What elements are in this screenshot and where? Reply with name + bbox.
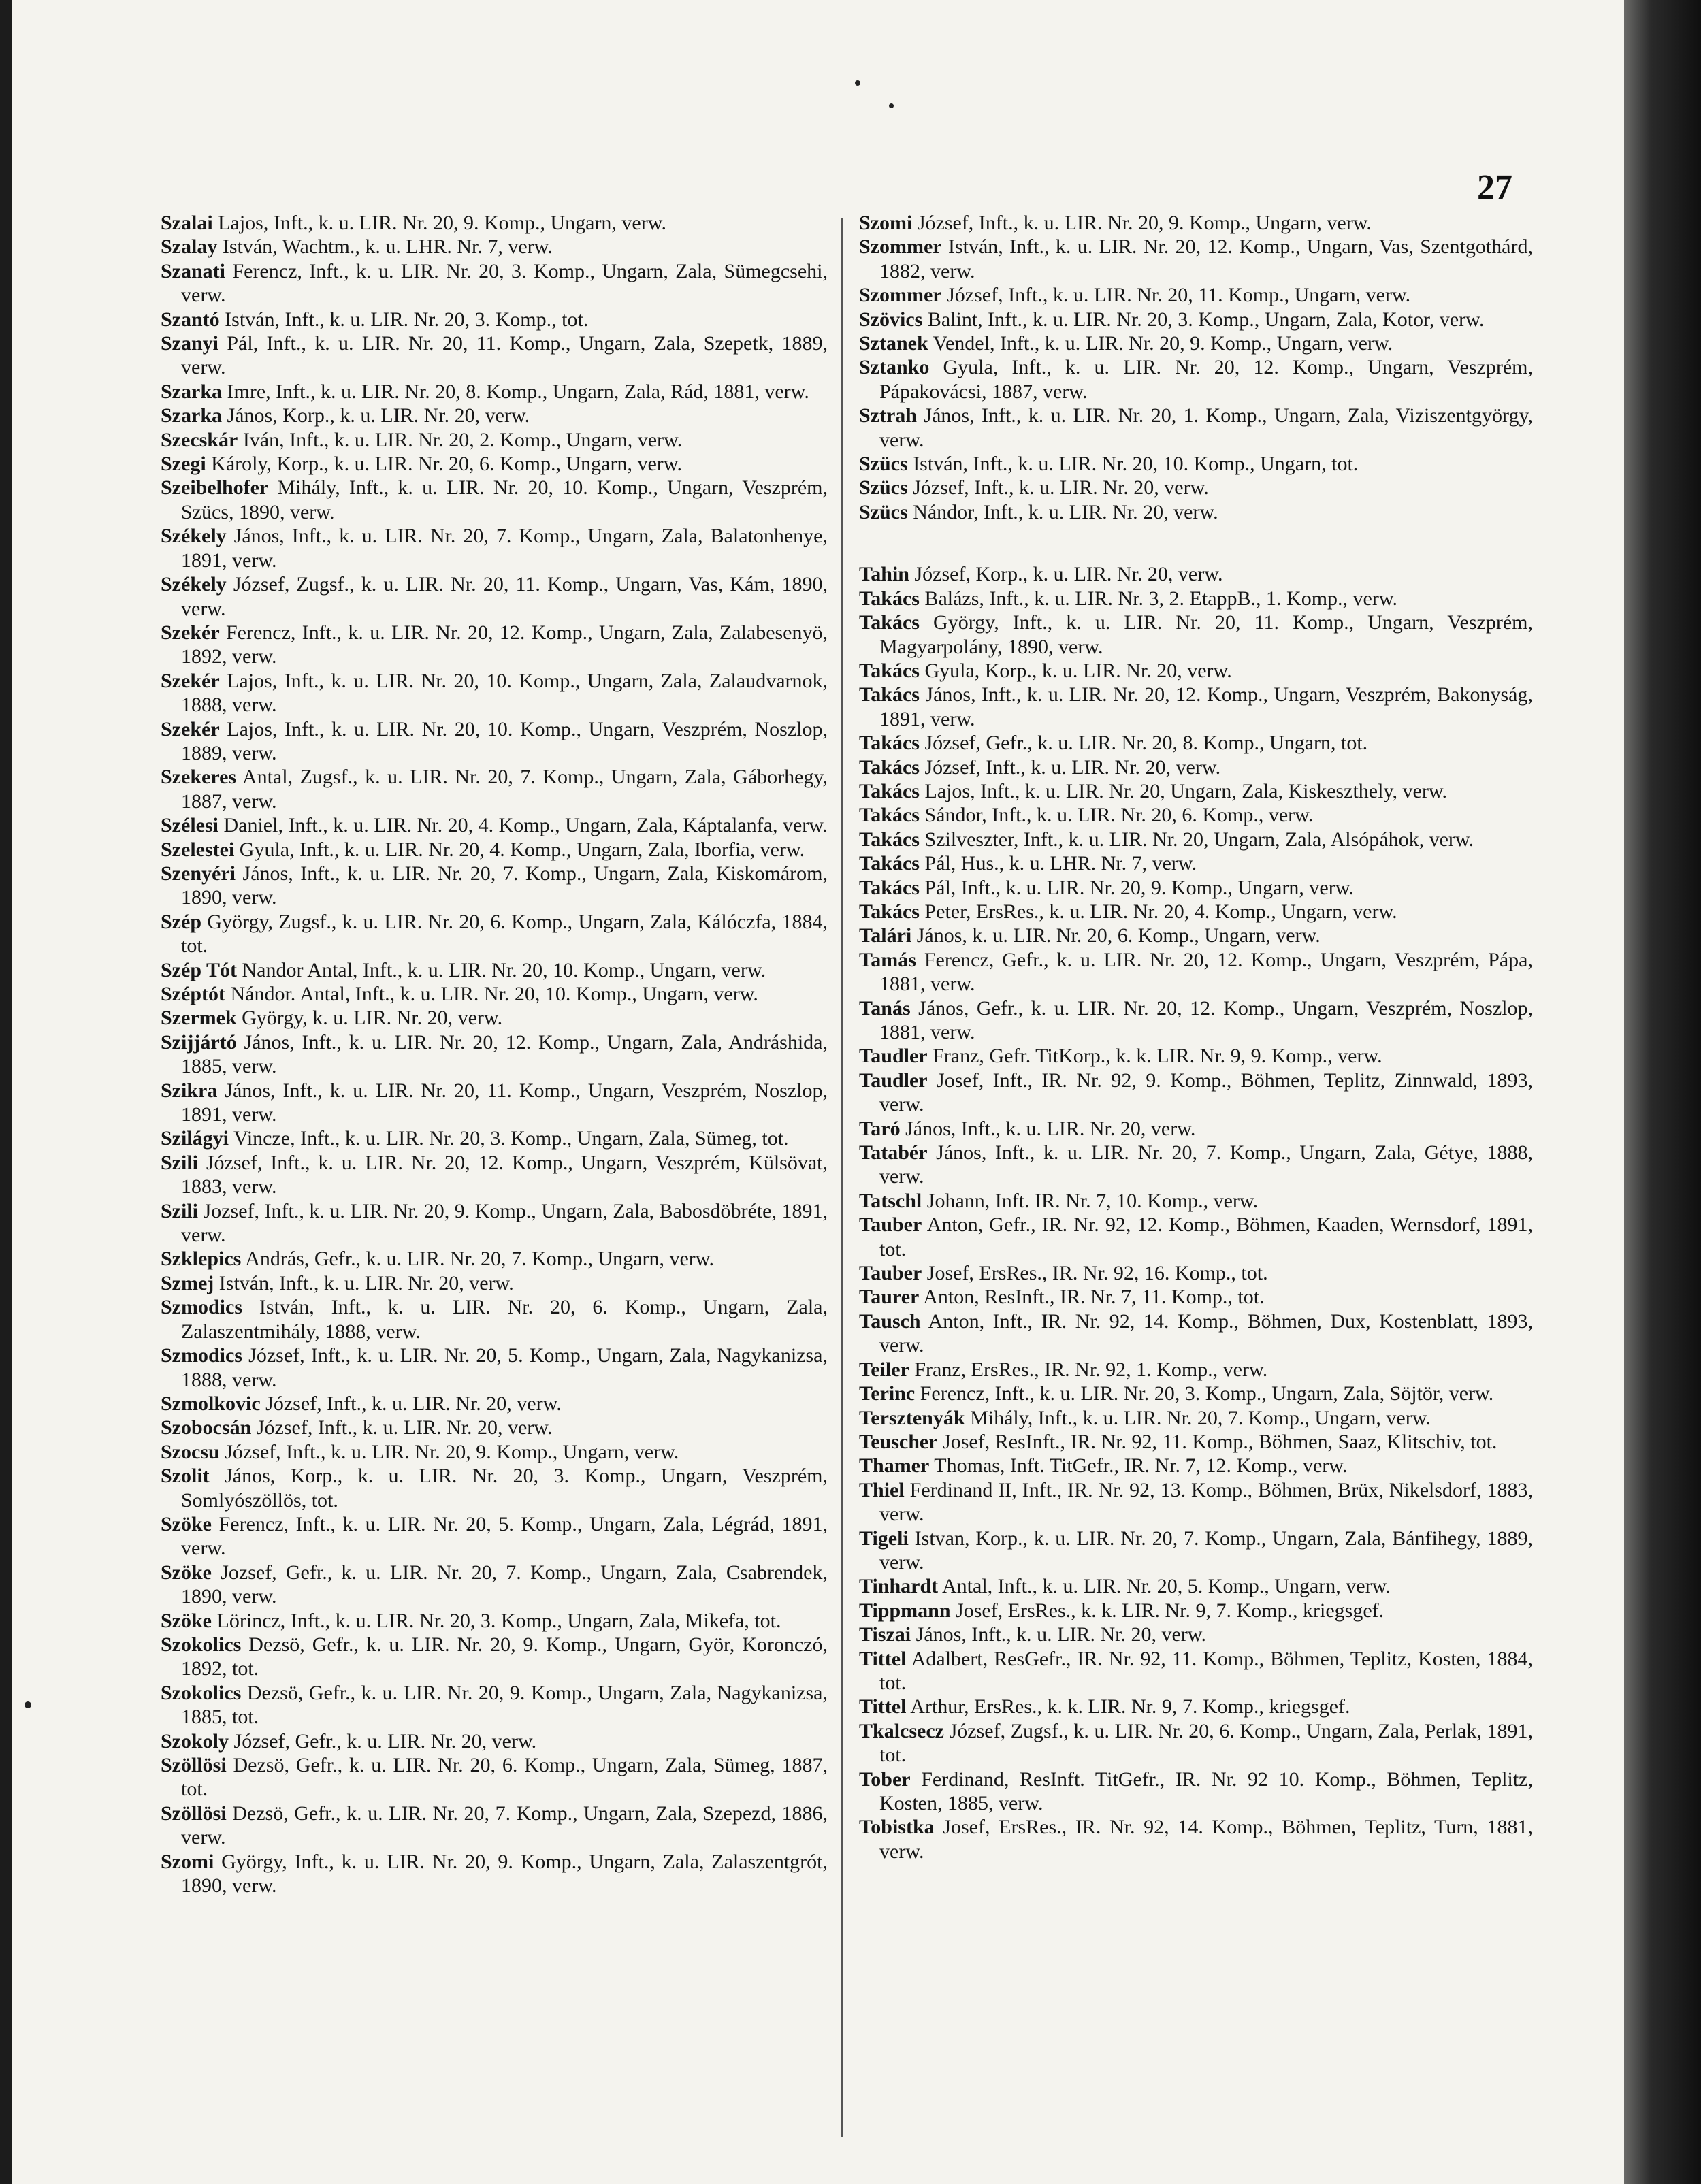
entry-details: György, Inft., k. u. LIR. Nr. 20, 11. Komp., Ungarn, Veszprém, Magyarpolány, 1890, verw.	[879, 611, 1533, 658]
register-entry	[859, 308, 1533, 331]
register-entry	[859, 1647, 1533, 1695]
entry-surname: Szücs	[859, 453, 908, 476]
entry-details: János, Korp., k. u. LIR. Nr. 20, verw.	[222, 404, 530, 427]
entry-details: József, Zugsf., k. u. LIR. Nr. 20, 6. Komp., Ungarn, Zala, Perlak, 1891, tot.	[879, 1719, 1533, 1767]
entry-surname: Taró	[859, 1117, 901, 1140]
entry-details: Franz, Gefr. TitKorp., k. k. LIR. Nr. 9, 9. Komp., verw.	[927, 1045, 1382, 1068]
entry-details: József, Gefr., k. u. LIR. Nr. 20, 8. Komp., Ungarn, tot.	[919, 732, 1368, 755]
register-entry	[161, 1271, 828, 1295]
entry-surname: Thiel	[859, 1478, 905, 1501]
entry-surname: Szijjártó	[161, 1030, 237, 1054]
entry-details: György, k. u. LIR. Nr. 20, verw.	[236, 1007, 503, 1030]
register-entry	[161, 621, 828, 669]
entry-details: Károly, Korp., k. u. LIR. Nr. 20, 6. Komp., Ungarn, verw.	[206, 453, 682, 476]
entry-surname: Szmodics	[161, 1296, 242, 1319]
entry-surname: Szili	[161, 1199, 199, 1222]
register-entry	[161, 910, 828, 958]
entry-details: Gyula, Inft., k. u. LIR. Nr. 20, 4. Komp., Ungarn, Zala, Iborfia, verw.	[234, 838, 805, 861]
register-entry	[161, 211, 828, 235]
entry-surname: Szegi	[161, 453, 206, 476]
register-entry	[859, 1189, 1533, 1213]
entry-surname: Taudler	[859, 1045, 928, 1068]
entry-surname: Tiszai	[859, 1623, 911, 1646]
register-entry	[859, 1285, 1533, 1309]
entry-details: Vendel, Inft., k. u. LIR. Nr. 20, 9. Komp., Ungarn, verw.	[928, 332, 1393, 355]
entry-surname: Szélesi	[161, 814, 218, 837]
entry-surname: Tinhardt	[859, 1575, 939, 1598]
register-entry	[859, 683, 1533, 731]
entry-details: Anton, Inft., IR. Nr. 92, 14. Komp., Böhmen, Dux, Kostenblatt, 1893, verw.	[879, 1309, 1533, 1357]
register-entry	[161, 1199, 828, 1248]
register-entry	[859, 587, 1533, 610]
entry-details: János, Inft., k. u. LIR. Nr. 20, 11. Komp., Ungarn, Veszprém, Noszlop, 1891, verw.	[181, 1079, 828, 1126]
register-entry	[161, 1512, 828, 1561]
entry-surname: Szücs	[859, 476, 908, 500]
register-entry	[161, 452, 828, 476]
entry-details: Josef, ErsRes., IR. Nr. 92, 16. Komp., tot.	[922, 1262, 1268, 1285]
register-entry	[859, 1767, 1533, 1816]
entry-surname: Takács	[859, 900, 920, 923]
entry-details: Lajos, Inft., k. u. LIR. Nr. 20, Ungarn, Zala, Kiskeszthely, verw.	[919, 779, 1448, 802]
entry-details: Szilveszter, Inft., k. u. LIR. Nr. 20, Ungarn, Zala, Alsópáhok, verw.	[919, 828, 1474, 851]
entry-details: Nándor. Antal, Inft., k. u. LIR. Nr. 20, 10. Komp., Ungarn, verw.	[225, 983, 758, 1005]
entry-details: Adalbert, ResGefr., IR. Nr. 92, 11. Komp., Böhmen, Teplitz, Kosten, 1884, tot.	[879, 1647, 1533, 1694]
entry-surname: Szöke	[161, 1512, 212, 1535]
entry-surname: Takács	[859, 828, 920, 851]
register-entry	[859, 1358, 1533, 1382]
entry-surname: Tittel	[859, 1647, 907, 1670]
entry-details: Josef, Inft., IR. Nr. 92, 9. Komp., Böhmen, Teplitz, Zinnwald, 1893, verw.	[879, 1069, 1533, 1116]
register-entry	[859, 1815, 1533, 1863]
register-entry	[161, 572, 828, 621]
entry-details: Peter, ErsRes., k. u. LIR. Nr. 20, 4. Komp., Ungarn, verw.	[919, 900, 1397, 923]
entry-details: Jozsef, Inft., k. u. LIR. Nr. 20, 9. Komp., Ungarn, Zala, Babosdöbréte, 1891, verw.	[181, 1199, 828, 1247]
entry-details: Ferdinand, ResInft. TitGefr., IR. Nr. 92 10. Komp., Böhmen, Teplitz, Kosten, 1885, verw.	[879, 1767, 1533, 1814]
register-entry	[859, 779, 1533, 803]
register-entry	[859, 1430, 1533, 1454]
entry-details: János, Inft., k. u. LIR. Nr. 20, 12. Komp., Ungarn, Zala, Andráshida, 1885, verw.	[181, 1030, 828, 1078]
register-entry	[161, 1729, 828, 1753]
entry-surname: Székely	[161, 573, 227, 596]
entry-details: Dezsö, Gefr., k. u. LIR. Nr. 20, 9. Komp., Ungarn, Zala, Nagykanizsa, 1885, tot.	[181, 1681, 828, 1729]
entry-surname: Szecskár	[161, 428, 238, 451]
entry-surname: Takács	[859, 804, 920, 827]
register-entry	[859, 1382, 1533, 1405]
entry-details: János, Inft., k. u. LIR. Nr. 20, 12. Komp., Ungarn, Veszprém, Bakonyság, 1891, verw.	[879, 683, 1533, 730]
register-entry	[161, 1561, 828, 1609]
entry-details: Ferencz, Inft., k. u. LIR. Nr. 20, 3. Komp., Ungarn, Zala, Söjtör, verw.	[915, 1382, 1494, 1405]
print-speck	[855, 80, 860, 86]
entry-surname: Takács	[859, 659, 920, 682]
register-entry	[859, 1454, 1533, 1478]
entry-details: József, Gefr., k. u. LIR. Nr. 20, verw.	[229, 1729, 537, 1753]
entry-surname: Takács	[859, 683, 920, 706]
entry-surname: Szekeres	[161, 766, 237, 789]
register-entry	[859, 851, 1533, 875]
entry-surname: Székely	[161, 525, 227, 548]
entry-details: Iván, Inft., k. u. LIR. Nr. 20, 2. Komp., Ungarn, verw.	[238, 428, 683, 451]
register-entry	[161, 1295, 828, 1343]
print-speck	[889, 103, 894, 108]
register-entry	[859, 476, 1533, 500]
entry-surname: Tittel	[859, 1695, 907, 1718]
entry-surname: Takács	[859, 732, 920, 755]
register-entry	[859, 1069, 1533, 1117]
entry-surname: Takács	[859, 779, 920, 802]
entry-details: Lajos, Inft., k. u. LIR. Nr. 20, 10. Komp., Ungarn, Zala, Zalaudvarnok, 1888, verw.	[181, 669, 828, 717]
register-entry	[161, 1753, 828, 1802]
entry-details: Johann, Inft. IR. Nr. 7, 10. Komp., verw.	[922, 1189, 1259, 1212]
register-entry	[161, 404, 828, 427]
entry-details: Jozsef, Gefr., k. u. LIR. Nr. 20, 7. Komp., Ungarn, Zala, Csabrendek, 1890, verw.	[181, 1561, 828, 1608]
entry-surname: Tatabér	[859, 1141, 928, 1164]
register-entry	[859, 1478, 1533, 1527]
entry-surname: Szokoly	[161, 1729, 229, 1753]
entry-surname: Tahin	[859, 563, 909, 586]
register-entry	[161, 1126, 828, 1150]
entry-details: György, Inft., k. u. LIR. Nr. 20, 9. Komp., Ungarn, Zala, Zalaszentgrót, 1890, verw.	[181, 1850, 828, 1897]
register-entry	[161, 1151, 828, 1199]
entry-details: György, Zugsf., k. u. LIR. Nr. 20, 6. Komp., Ungarn, Zala, Kálóczfa, 1884, tot.	[181, 910, 828, 958]
entry-details: János, Inft., k. u. LIR. Nr. 20, 1. Komp., Ungarn, Zala, Viziszentgyörgy, verw.	[879, 404, 1533, 451]
entry-details: Thomas, Inft. TitGefr., IR. Nr. 7, 12. Komp., verw.	[929, 1454, 1348, 1478]
entry-details: János, Inft., k. u. LIR. Nr. 20, verw.	[900, 1117, 1196, 1140]
entry-details: Lajos, Inft., k. u. LIR. Nr. 20, 9. Komp., Ungarn, verw.	[212, 212, 666, 234]
entry-details: Antal, Zugsf., k. u. LIR. Nr. 20, 7. Komp., Ungarn, Zala, Gáborhegy, 1887, verw.	[181, 766, 828, 813]
entry-details: Pál, Inft., k. u. LIR. Nr. 20, 9. Komp., Ungarn, verw.	[919, 876, 1354, 899]
register-entry	[859, 1309, 1533, 1358]
register-entry	[859, 235, 1533, 283]
left-column	[161, 211, 828, 1897]
entry-surname: Sztrah	[859, 404, 917, 427]
register-entry	[161, 308, 828, 331]
entry-details: Balázs, Inft., k. u. LIR. Nr. 3, 2. EtappB., 1. Komp., verw.	[919, 587, 1398, 610]
entry-details: József, Zugsf., k. u. LIR. Nr. 20, 11. Komp., Ungarn, Vas, Kám, 1890, verw.	[181, 573, 828, 620]
register-entry	[161, 1802, 828, 1850]
entry-surname: Taudler	[859, 1069, 928, 1092]
entry-surname: Takács	[859, 755, 920, 779]
entry-details: Sándor, Inft., k. u. LIR. Nr. 20, 6. Komp., verw.	[919, 804, 1314, 827]
entry-surname: Thamer	[859, 1454, 930, 1478]
register-entry	[859, 996, 1533, 1045]
entry-surname: Teiler	[859, 1358, 909, 1381]
register-entry	[859, 755, 1533, 779]
entry-details: János, Inft., k. u. LIR. Nr. 20, 7. Komp., Ungarn, Zala, Gétye, 1888, verw.	[879, 1141, 1533, 1188]
entry-surname: Szili	[161, 1151, 199, 1174]
entry-details: János, Inft., k. u. LIR. Nr. 20, 7. Komp., Ungarn, Zala, Balatonhenye, 1891, verw.	[181, 525, 828, 572]
entry-surname: Tober	[859, 1767, 911, 1791]
entry-details: József, Inft., k. u. LIR. Nr. 20, 12. Komp., Ungarn, Veszprém, Külsövat, 1883, verw.	[181, 1151, 828, 1199]
register-entry	[859, 828, 1533, 851]
entry-surname: Terinc	[859, 1382, 916, 1405]
entry-details: Imre, Inft., k. u. LIR. Nr. 20, 8. Komp., Ungarn, Zala, Rád, 1881, verw.	[222, 380, 809, 403]
entry-details: Lörincz, Inft., k. u. LIR. Nr. 20, 3. Komp., Ungarn, Zala, Mikefa, tot.	[212, 1609, 781, 1632]
register-entry	[859, 900, 1533, 924]
book-spine	[1624, 0, 1701, 2184]
entry-details: István, Wachtm., k. u. LHR. Nr. 7, verw.	[217, 235, 553, 259]
entry-details: István, Inft., k. u. LIR. Nr. 20, 3. Komp., tot.	[219, 308, 589, 331]
entry-details: Ferencz, Inft., k. u. LIR. Nr. 20, 3. Komp., Ungarn, Zala, Sümegcsehi, verw.	[181, 259, 828, 307]
entry-details: Istvan, Korp., k. u. LIR. Nr. 20, 7. Komp., Ungarn, Zala, Bánfihegy, 1889, verw.	[879, 1527, 1533, 1574]
entry-details: János, Inft., k. u. LIR. Nr. 20, verw.	[911, 1623, 1206, 1646]
register-entry	[161, 476, 828, 524]
register-entry	[161, 862, 828, 910]
entry-surname: Szücs	[859, 500, 908, 523]
register-entry	[859, 1261, 1533, 1285]
entry-surname: Szelestei	[161, 838, 235, 861]
entry-surname: Szklepics	[161, 1248, 242, 1271]
entry-details: Mihály, Inft., k. u. LIR. Nr. 20, 10. Komp., Ungarn, Veszprém, Szücs, 1890, verw.	[181, 476, 828, 523]
entry-surname: Szeibelhofer	[161, 476, 269, 500]
register-entry	[859, 211, 1533, 235]
entry-details: Nandor Antal, Inft., k. u. LIR. Nr. 20, 10. Komp., Ungarn, verw.	[236, 958, 766, 981]
entry-details: Franz, ErsRes., IR. Nr. 92, 1. Komp., verw.	[909, 1358, 1268, 1381]
entry-surname: Szenyéri	[161, 862, 236, 885]
entry-surname: Szantó	[161, 308, 220, 331]
register-entry	[161, 1006, 828, 1030]
register-entry	[161, 982, 828, 1006]
register-entry	[161, 331, 828, 380]
register-entry	[161, 235, 828, 259]
entry-details: István, Inft., k. u. LIR. Nr. 20, 12. Komp., Ungarn, Vas, Szentgothárd, 1882, verw.	[879, 235, 1533, 282]
entry-surname: Szobocsán	[161, 1416, 252, 1439]
entry-surname: Szalay	[161, 235, 218, 259]
entry-surname: Szép	[161, 910, 201, 933]
entry-surname: Szekér	[161, 621, 220, 644]
register-entry	[161, 717, 828, 766]
register-entry	[859, 452, 1533, 476]
register-entry	[859, 404, 1533, 452]
entry-details: Balint, Inft., k. u. LIR. Nr. 20, 3. Komp., Ungarn, Zala, Kotor, verw.	[922, 308, 1485, 331]
entry-details: Ferencz, Gefr., k. u. LIR. Nr. 20, 12. Komp., Ungarn, Veszprém, Pápa, 1881, verw.	[879, 948, 1533, 996]
entry-details: Ferencz, Inft., k. u. LIR. Nr. 20, 5. Komp., Ungarn, Zala, Légrád, 1891, verw.	[181, 1512, 828, 1560]
register-entry	[859, 876, 1533, 900]
register-entry	[859, 1599, 1533, 1623]
entry-surname: Szocsu	[161, 1440, 220, 1463]
entry-surname: Tippmann	[859, 1599, 951, 1622]
entry-surname: Széptót	[161, 983, 225, 1005]
entry-details: Arthur, ErsRes., k. k. LIR. Nr. 9, 7. Komp., kriegsgef.	[906, 1695, 1350, 1718]
entry-details: Anton, Gefr., IR. Nr. 92, 12. Komp., Böhmen, Kaaden, Wernsdorf, 1891, tot.	[879, 1213, 1533, 1260]
entry-surname: Szmej	[161, 1271, 214, 1294]
register-entry	[161, 813, 828, 837]
register-entry	[859, 355, 1533, 404]
entry-surname: Szomi	[859, 212, 913, 234]
column-divider	[841, 218, 843, 2137]
entry-surname: Szép Tót	[161, 958, 237, 981]
entry-details: Lajos, Inft., k. u. LIR. Nr. 20, 10. Komp., Ungarn, Veszprém, Noszlop, 1889, verw.	[181, 717, 828, 764]
entry-surname: Takács	[859, 876, 920, 899]
entry-surname: Szekér	[161, 717, 220, 740]
entry-surname: Taurer	[859, 1286, 920, 1309]
entry-details: József, Inft., k. u. LIR. Nr. 20, verw.	[919, 755, 1221, 779]
register-entry	[859, 1695, 1533, 1718]
register-entry	[161, 380, 828, 404]
register-entry	[161, 838, 828, 862]
entry-surname: Szövics	[859, 308, 923, 331]
entry-surname: Szöke	[161, 1609, 212, 1632]
entry-details: Ferencz, Inft., k. u. LIR. Nr. 20, 12. Komp., Ungarn, Zala, Zalabesenyö, 1892, verw.	[181, 621, 828, 668]
register-entry	[161, 669, 828, 717]
register-entry	[161, 1343, 828, 1392]
entry-surname: Tkalcsecz	[859, 1719, 944, 1742]
entry-details: Gyula, Korp., k. u. LIR. Nr. 20, verw.	[919, 659, 1232, 682]
register-entry	[859, 1719, 1533, 1767]
entry-surname: Szmodics	[161, 1344, 242, 1367]
entry-details: István, Inft., k. u. LIR. Nr. 20, verw.	[214, 1271, 514, 1294]
entry-surname: Szanati	[161, 259, 226, 282]
register-entry	[859, 803, 1533, 827]
register-entry	[161, 1247, 828, 1271]
register-entry	[859, 1044, 1533, 1068]
entry-surname: Szokolics	[161, 1633, 242, 1656]
entry-surname: Tatschl	[859, 1189, 922, 1212]
entry-details: József, Inft., k. u. LIR. Nr. 20, verw.	[260, 1392, 562, 1415]
entry-surname: Szarka	[161, 404, 222, 427]
register-entry	[161, 259, 828, 308]
entry-surname: Tanás	[859, 996, 911, 1020]
entry-surname: Szikra	[161, 1079, 218, 1102]
entry-surname: Tigeli	[859, 1527, 909, 1550]
entry-details: András, Gefr., k. u. LIR. Nr. 20, 7. Komp., Ungarn, verw.	[241, 1248, 714, 1271]
entry-surname: Takács	[859, 611, 920, 634]
entry-details: Mihály, Inft., k. u. LIR. Nr. 20, 7. Komp., Ungarn, verw.	[965, 1406, 1431, 1429]
entry-details: Gyula, Inft., k. u. LIR. Nr. 20, 12. Komp., Ungarn, Veszprém, Pápakovácsi, 1887, verw.	[879, 356, 1533, 403]
register-entry	[859, 659, 1533, 683]
register-entry	[859, 500, 1533, 524]
entry-details: József, Inft., k. u. LIR. Nr. 20, 9. Komp., Ungarn, verw.	[912, 212, 1372, 234]
entry-surname: Talári	[859, 924, 912, 947]
register-entry	[161, 1464, 828, 1512]
entry-surname: Szöllösi	[161, 1802, 227, 1825]
entry-details: János, Gefr., k. u. LIR. Nr. 20, 12. Komp., Ungarn, Veszprém, Noszlop, 1881, verw.	[879, 996, 1533, 1043]
entry-surname: Szöllösi	[161, 1754, 227, 1776]
entry-details: Pál, Inft., k. u. LIR. Nr. 20, 11. Komp., Ungarn, Zala, Szepetk, 1889, verw.	[181, 332, 828, 379]
register-entry	[161, 1416, 828, 1439]
entry-details: István, Inft., k. u. LIR. Nr. 20, 10. Komp., Ungarn, tot.	[907, 453, 1359, 476]
register-entry	[161, 1440, 828, 1464]
entry-details: Dezsö, Gefr., k. u. LIR. Nr. 20, 7. Komp., Ungarn, Zala, Szepezd, 1886, verw.	[181, 1802, 828, 1849]
entry-details: Dezsö, Gefr., k. u. LIR. Nr. 20, 6. Komp., Ungarn, Zala, Sümeg, 1887, tot.	[181, 1754, 828, 1801]
register-entry	[161, 1079, 828, 1127]
register-entry	[859, 731, 1533, 755]
register-entry	[161, 1850, 828, 1898]
register-entry	[859, 1574, 1533, 1598]
register-entry	[161, 524, 828, 572]
entry-surname: Szolit	[161, 1465, 210, 1488]
register-entry	[161, 1633, 828, 1681]
register-entry	[859, 948, 1533, 996]
entry-surname: Tersztenyák	[859, 1406, 965, 1429]
entry-details: Josef, ResInft., IR. Nr. 92, 11. Komp., Böhmen, Saaz, Klitschiv, tot.	[937, 1430, 1497, 1453]
register-entry	[859, 1527, 1533, 1575]
entry-details: Ferdinand II, Inft., IR. Nr. 92, 13. Komp., Böhmen, Brüx, Nikelsdorf, 1883, verw.	[879, 1478, 1533, 1526]
entry-details: Anton, ResInft., IR. Nr. 7, 11. Komp., tot.	[919, 1286, 1265, 1309]
entry-details: István, Inft., k. u. LIR. Nr. 20, 6. Komp., Ungarn, Zala, Zalaszentmihály, 1888, verw.	[181, 1296, 828, 1343]
register-entry	[859, 1141, 1533, 1189]
entry-details: Daniel, Inft., k. u. LIR. Nr. 20, 4. Komp., Ungarn, Zala, Káptalanfa, verw.	[218, 814, 828, 837]
entry-details: János, Inft., k. u. LIR. Nr. 20, 7. Komp., Ungarn, Zala, Kiskomárom, 1890, verw.	[181, 862, 828, 909]
entry-surname: Szomi	[161, 1850, 214, 1873]
register-entry	[161, 1030, 828, 1079]
register-entry	[161, 428, 828, 452]
entry-surname: Tamás	[859, 948, 916, 971]
entry-details: József, Inft., k. u. LIR. Nr. 20, 5. Komp., Ungarn, Zala, Nagykanizsa, 1888, verw.	[181, 1344, 828, 1391]
entry-details: József, Inft., k. u. LIR. Nr. 20, 9. Komp., Ungarn, verw.	[219, 1440, 679, 1463]
print-speck	[25, 1701, 31, 1708]
entry-details: Pál, Hus., k. u. LHR. Nr. 7, verw.	[919, 852, 1197, 875]
entry-surname: Szermek	[161, 1007, 237, 1030]
entry-surname: Szmolkovic	[161, 1392, 261, 1415]
register-entry	[859, 924, 1533, 947]
entry-details: Vincze, Inft., k. u. LIR. Nr. 20, 3. Komp., Ungarn, Zala, Sümeg, tot.	[229, 1127, 789, 1150]
register-entry	[161, 1392, 828, 1416]
register-entry	[859, 1117, 1533, 1141]
entry-details: József, Inft., k. u. LIR. Nr. 20, 11. Komp., Ungarn, verw.	[941, 284, 1411, 307]
entry-details: János, k. u. LIR. Nr. 20, 6. Komp., Ungarn, verw.	[911, 924, 1321, 947]
entry-details: Antal, Inft., k. u. LIR. Nr. 20, 5. Komp., Ungarn, verw.	[938, 1575, 1391, 1598]
entry-details: Josef, ErsRes., IR. Nr. 92, 14. Komp., Böhmen, Teplitz, Turn, 1881, verw.	[879, 1816, 1533, 1863]
entry-surname: Szanyi	[161, 332, 219, 355]
right-column	[859, 211, 1533, 1863]
entry-surname: Tobistka	[859, 1816, 935, 1839]
entry-details: József, Inft., k. u. LIR. Nr. 20, verw.	[251, 1416, 553, 1439]
entry-surname: Szarka	[161, 380, 222, 403]
entry-surname: Szommer	[859, 284, 942, 307]
entry-surname: Szekér	[161, 669, 220, 692]
entry-details: Nándor, Inft., k. u. LIR. Nr. 20, verw.	[907, 500, 1218, 523]
register-entry	[859, 1406, 1533, 1430]
page-number: 27	[1477, 168, 1512, 207]
entry-surname: Sztanko	[859, 356, 930, 379]
register-entry	[161, 1681, 828, 1729]
entry-details: Josef, ErsRes., k. k. LIR. Nr. 9, 7. Komp., kriegsgef.	[950, 1599, 1384, 1622]
register-entry	[161, 958, 828, 982]
register-entry	[859, 562, 1533, 586]
register-entry	[161, 1609, 828, 1633]
register-entry	[859, 283, 1533, 307]
entry-surname: Sztanek	[859, 332, 928, 355]
entry-surname: Szalai	[161, 212, 213, 234]
entry-details: József, Inft., k. u. LIR. Nr. 20, verw.	[907, 476, 1209, 500]
entry-details: József, Korp., k. u. LIR. Nr. 20, verw.	[909, 563, 1223, 586]
register-entry	[859, 1623, 1533, 1646]
entry-surname: Takács	[859, 852, 920, 875]
entry-details: János, Korp., k. u. LIR. Nr. 20, 3. Komp., Ungarn, Veszprém, Somlyószöllös, tot.	[181, 1465, 828, 1512]
entry-details: Dezsö, Gefr., k. u. LIR. Nr. 20, 9. Komp., Ungarn, Györ, Koronczó, 1892, tot.	[181, 1633, 828, 1680]
entry-surname: Tauber	[859, 1262, 922, 1285]
entry-surname: Szöke	[161, 1561, 212, 1584]
register-entry	[859, 1213, 1533, 1261]
entry-surname: Takács	[859, 587, 920, 610]
entry-surname: Tausch	[859, 1309, 921, 1333]
entry-surname: Tauber	[859, 1213, 922, 1237]
entry-surname: Teuscher	[859, 1430, 938, 1453]
entry-surname: Szommer	[859, 235, 942, 259]
register-entry	[859, 331, 1533, 355]
entry-surname: Szilágyi	[161, 1127, 229, 1150]
register-entry	[161, 765, 828, 813]
entry-surname: Szokolics	[161, 1681, 242, 1704]
register-entry	[859, 610, 1533, 659]
